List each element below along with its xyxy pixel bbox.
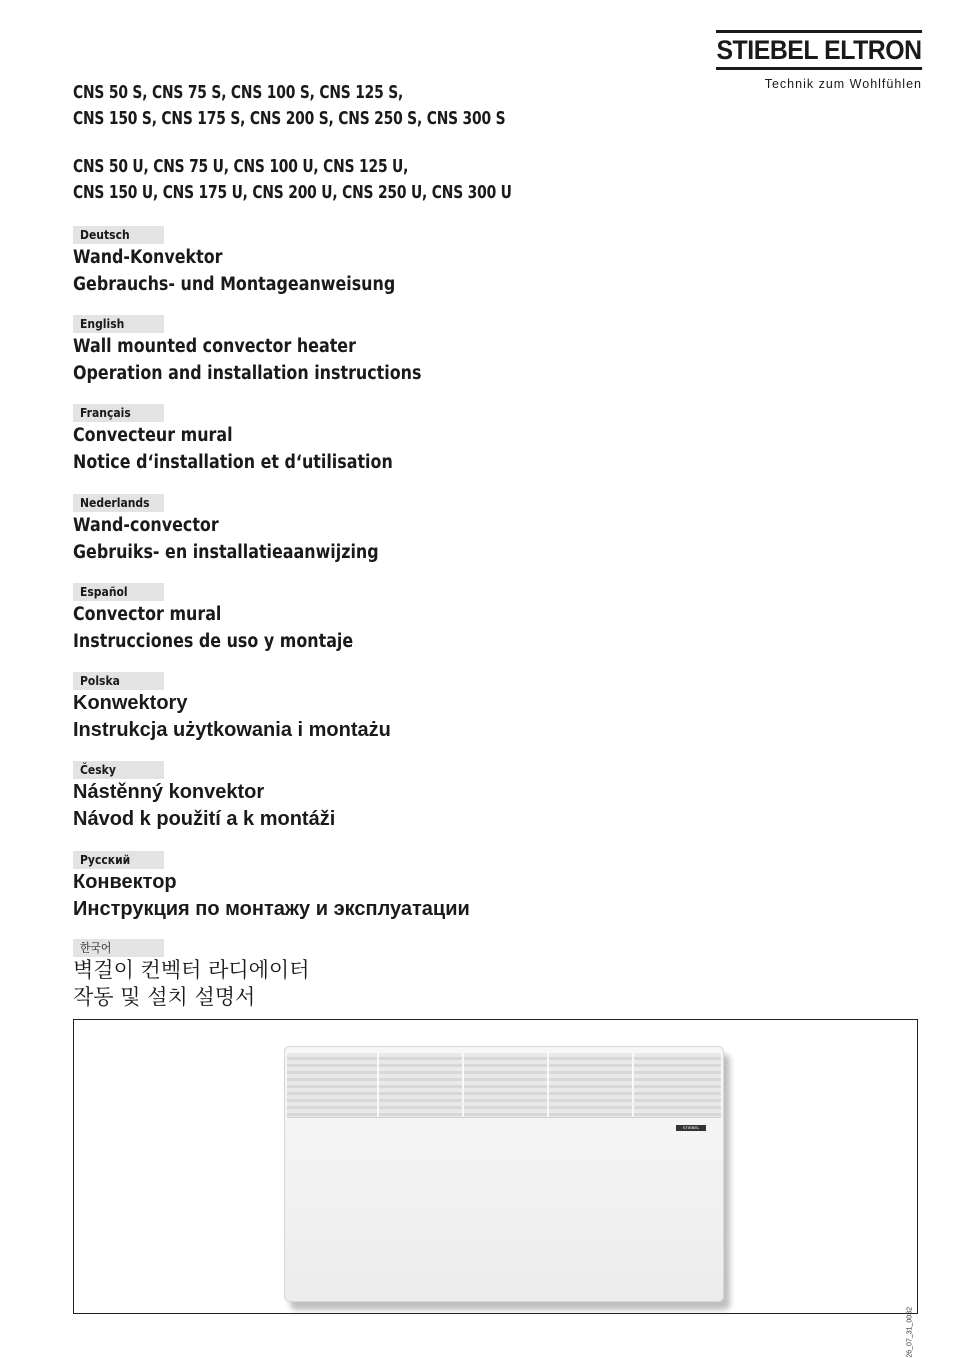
heater-grille [287, 1053, 721, 1118]
section-subtitle: 작동 및 설치 설명서 [73, 985, 256, 1009]
model-list-u [73, 154, 572, 206]
convector-heater-illustration [284, 1046, 724, 1302]
section-subtitle: Notice d‘installation et d‘utilisation [73, 452, 393, 473]
section-subtitle: Návod k použití a k montáži [73, 808, 336, 830]
language-section-es [73, 583, 673, 655]
language-tag: Polska [73, 672, 164, 690]
language-tag: Deutsch [73, 226, 164, 244]
model-line: CNS 50 S, CNS 75 S, CNS 100 S, CNS 125 S, [73, 83, 404, 103]
language-section-fr [73, 404, 673, 476]
brand-tagline: Technik zum Wohlfühlen [764, 77, 922, 91]
language-tag: Español [73, 583, 164, 601]
language-tag: Česky [73, 761, 164, 779]
language-section-ko [73, 939, 673, 1011]
figure-code: 26_07_31_0032 [907, 1307, 914, 1358]
section-subtitle: Инструкция по монтажу и эксплуатации [73, 898, 470, 920]
section-title: Wall mounted convector heater [73, 336, 356, 357]
section-subtitle: Instrucciones de uso y montaje [73, 631, 354, 652]
model-line: CNS 150 S, CNS 175 S, CNS 200 S, CNS 250 S, CNS 300 S [73, 109, 506, 129]
section-title: Конвектор [73, 871, 177, 893]
section-title: Wand-Konvektor [73, 247, 223, 268]
section-subtitle: Gebrauchs- und Montageanweisung [73, 274, 396, 295]
language-section-ru [73, 851, 673, 923]
language-section-en [73, 315, 673, 387]
section-title: Convector mural [73, 604, 222, 625]
heater-brand-badge: STIEBEL ELTRON [676, 1125, 706, 1131]
section-subtitle: Instrukcja użytkowania i montażu [73, 719, 391, 741]
language-tag: Français [73, 404, 164, 422]
language-section-de [73, 226, 673, 298]
section-subtitle: Operation and installation instructions [73, 363, 422, 384]
model-list-s [73, 80, 564, 132]
language-tag: 한국어 [73, 939, 164, 957]
language-section-nl [73, 494, 673, 566]
section-title: Nástěnný konvektor [73, 781, 265, 803]
language-section-cs [73, 761, 673, 833]
model-line: CNS 150 U, CNS 175 U, CNS 200 U, CNS 250 U, CNS 300 U [73, 183, 512, 203]
section-subtitle: Gebruiks- en installatieaanwijzing [73, 542, 379, 563]
language-tag: Nederlands [73, 494, 164, 512]
language-tag: Русский [73, 851, 164, 869]
section-title: Konwektory [73, 692, 188, 714]
section-title: Convecteur mural [73, 425, 233, 446]
section-title: Wand-convector [73, 515, 219, 536]
brand-name: STIEBEL ELTRON [716, 30, 922, 70]
model-line: CNS 50 U, CNS 75 U, CNS 100 U, CNS 125 U, [73, 157, 409, 177]
section-title: 벽걸이 컨벡터 라디에이터 [73, 958, 310, 982]
language-section-pl [73, 672, 673, 744]
product-figure [73, 1019, 918, 1358]
language-tag: English [73, 315, 164, 333]
brand-logo [716, 30, 922, 91]
